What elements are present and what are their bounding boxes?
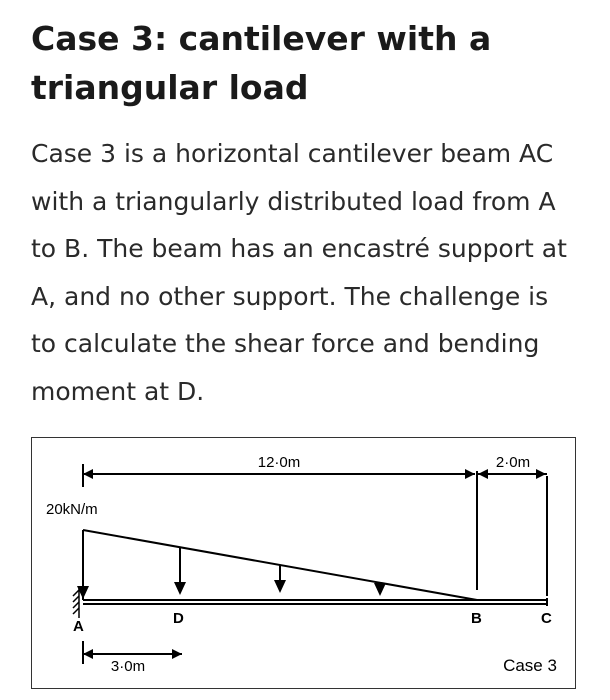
body-line: with a triangularly distributed load from A [31, 186, 556, 216]
beam-diagram-figure [31, 437, 576, 689]
load-arrow [174, 547, 186, 595]
section-heading [31, 14, 591, 112]
beam [83, 598, 547, 606]
beam-diagram [32, 438, 574, 687]
case-label: Case 3 [503, 656, 557, 675]
body-line: to calculate the shear force and bending [31, 329, 540, 358]
span-ab-label: 12·0m [257, 454, 301, 471]
body-line: A, and no other support. The challenge is [31, 281, 549, 311]
heading-line-2: triangular load [31, 68, 309, 107]
point-a-label: A [73, 618, 84, 635]
description-paragraph [31, 130, 591, 415]
point-c-label: C [541, 610, 552, 627]
point-d-label: D [173, 610, 184, 627]
load-arrow [374, 582, 386, 596]
point-b-label: B [471, 610, 482, 627]
span-bc-label: 2·0m [495, 454, 531, 471]
body-line: moment at D. [31, 376, 205, 406]
dimension-bc [477, 454, 547, 479]
span-ad-label: 3·0m [110, 658, 146, 675]
body-line: Case 3 is a horizontal cantilever beam AC [31, 139, 554, 168]
heading-line-1: Case 3: cantilever with a [31, 19, 492, 58]
body-line: to B. The beam has an encastré support at [31, 234, 567, 263]
encastre-support [73, 588, 79, 618]
load-arrow [274, 565, 286, 593]
dimension-ad [83, 641, 182, 675]
dimension-ab [83, 454, 475, 487]
load-intensity-label: 20kN/m [46, 501, 98, 518]
triangular-load [77, 530, 477, 600]
